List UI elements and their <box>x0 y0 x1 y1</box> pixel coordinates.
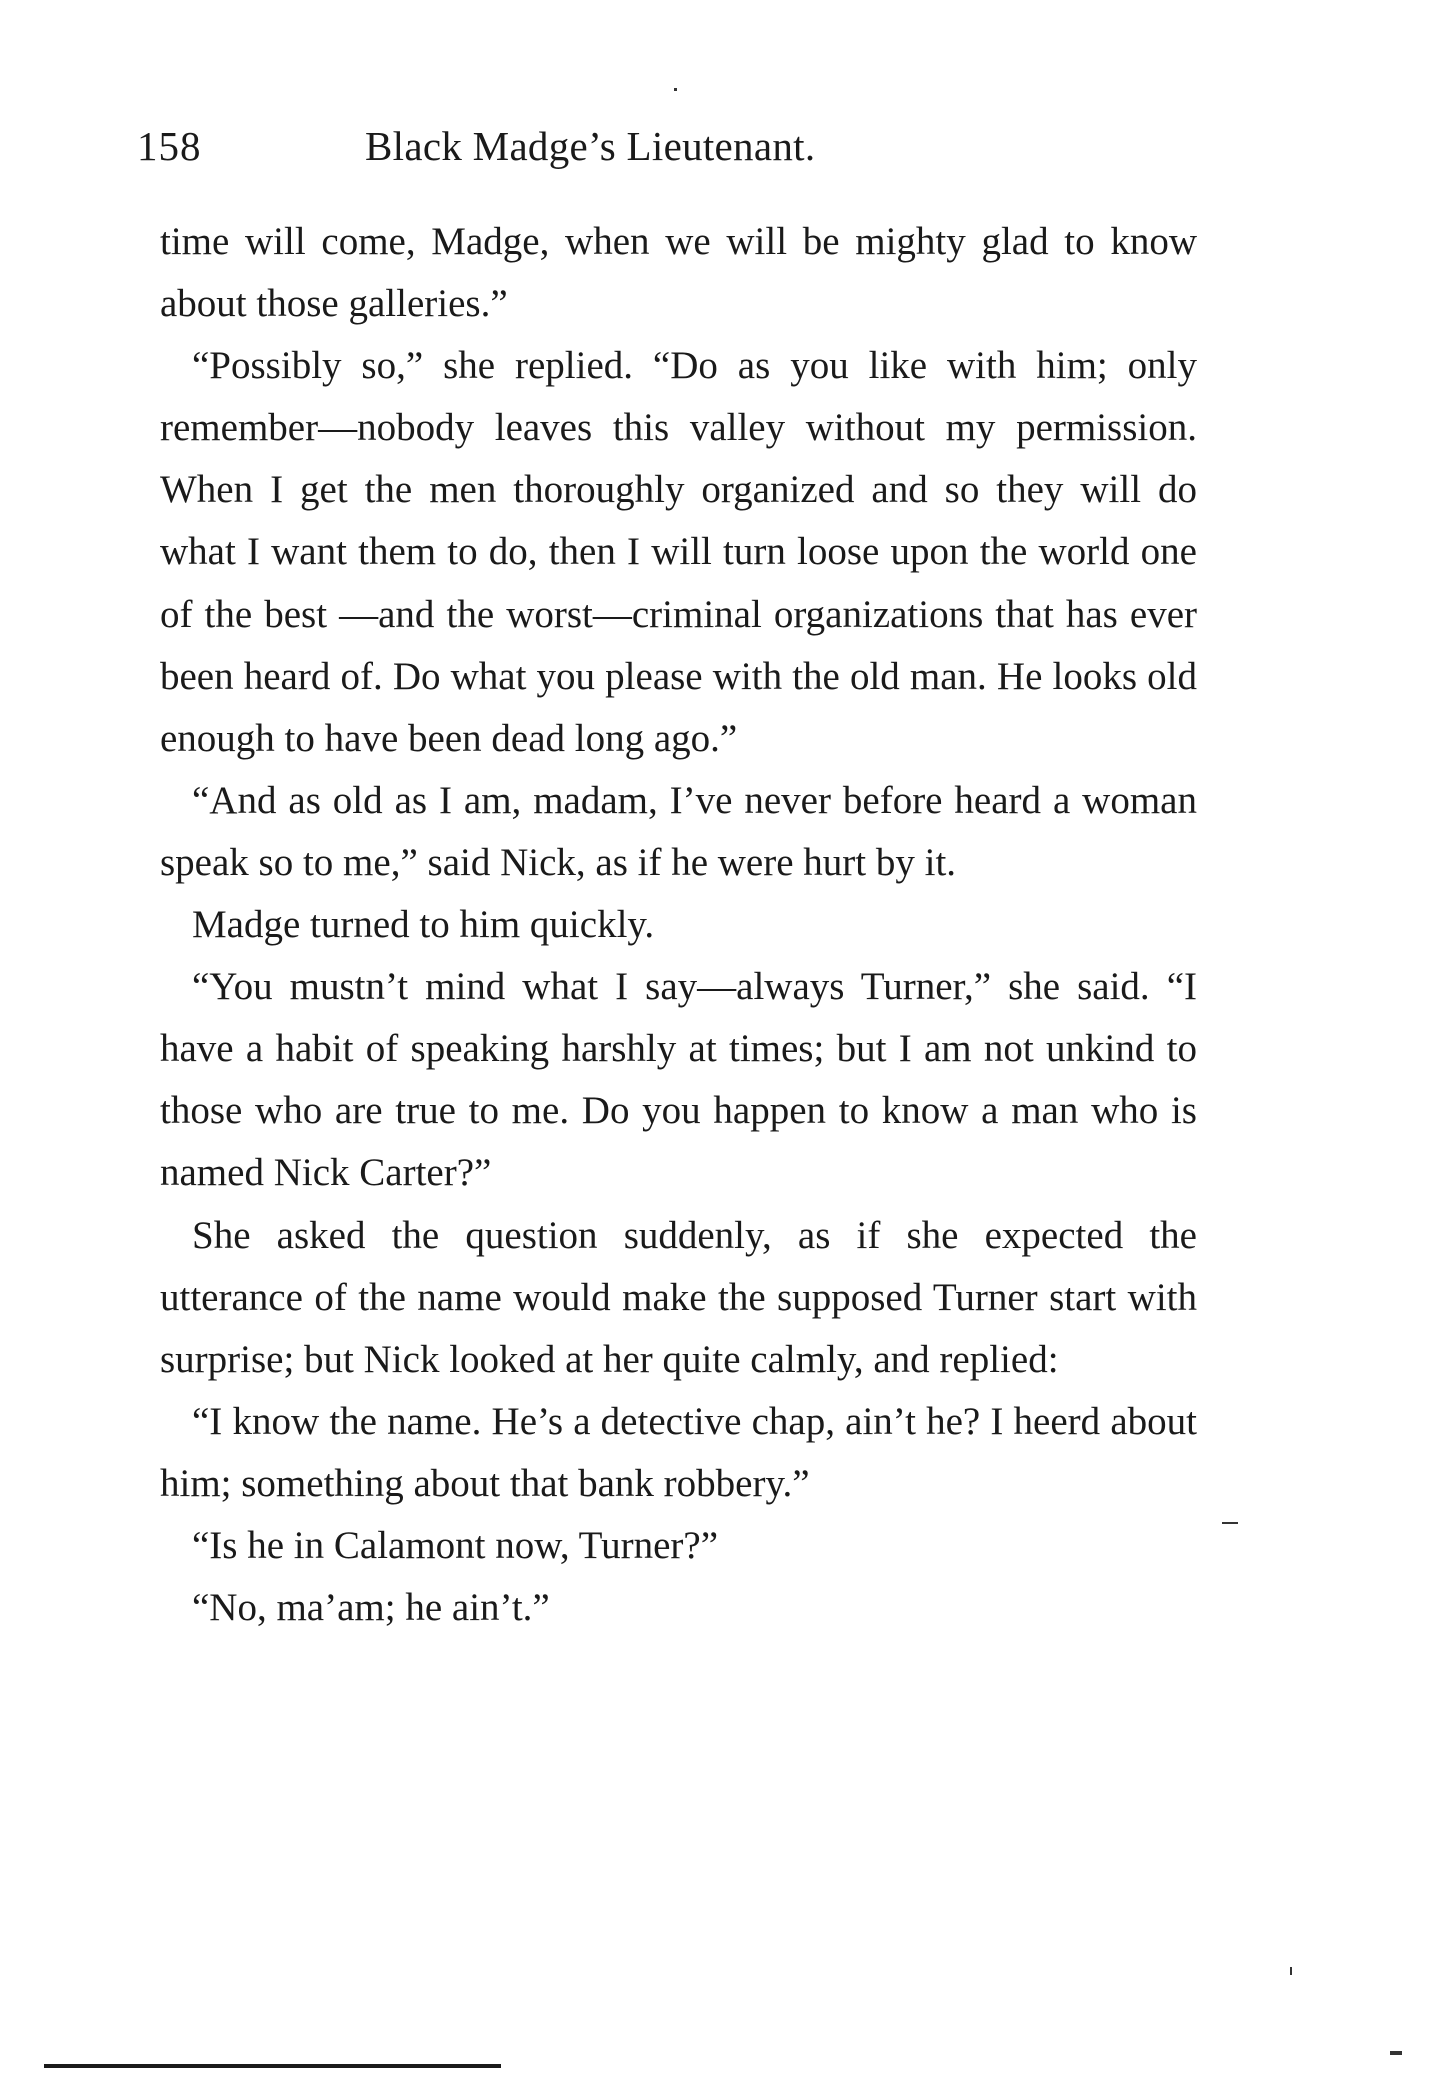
paragraph-continued: time will come, Madge, when we will be mighty glad to know about those galleries.” <box>160 220 1197 326</box>
paragraph: Madge turned to him quickly. <box>192 903 655 947</box>
ink-speck <box>1390 2051 1402 2055</box>
paragraph: “I know the name. He’s a detective chap, ain’t he? I heerd about him; something about that bank robbery.” <box>160 1399 1197 1505</box>
paragraph: She asked the question suddenly, as if she expected the utterance of the name would make the supposed Turner start with surprise; but Nick looked at her quite calmly, and replied: <box>160 1213 1197 1381</box>
bottom-rule <box>44 2064 501 2068</box>
body-text <box>160 211 1197 1639</box>
ink-speck <box>1290 1967 1292 1975</box>
paragraph: “And as old as I am, madam, I’ve never before heard a woman speak so to me,” said Nick, as if he were hurt by it. <box>160 778 1197 884</box>
page-number: 158 <box>137 123 202 169</box>
paragraph: “Possibly so,” she replied. “Do as you like with him; only remember—nobody leaves this valley without my permission. When I get the men thoroughly organized and so they will do what I want them to do, then I will turn loose upon the world one of the best —and the worst—criminal organizations that has ever been heard of. Do what you please with the old man. He looks old enough to have been dead long ago.” <box>160 344 1197 760</box>
paragraph: “No, ma’am; he ain’t.” <box>192 1586 550 1630</box>
running-title: Black Madge’s Lieutenant. <box>365 123 816 169</box>
paragraph: “You mustn’t mind what I say—always Turner,” she said. “I have a habit of speaking harshly at times; but I am not unkind to those who are true to me. Do you happen to know a man who is named Nick Carter?” <box>160 965 1197 1195</box>
page-header <box>137 118 1207 174</box>
ink-speck <box>674 88 677 91</box>
ink-speck <box>1222 1522 1238 1524</box>
paragraph: “Is he in Calamont now, Turner?” <box>192 1523 719 1567</box>
